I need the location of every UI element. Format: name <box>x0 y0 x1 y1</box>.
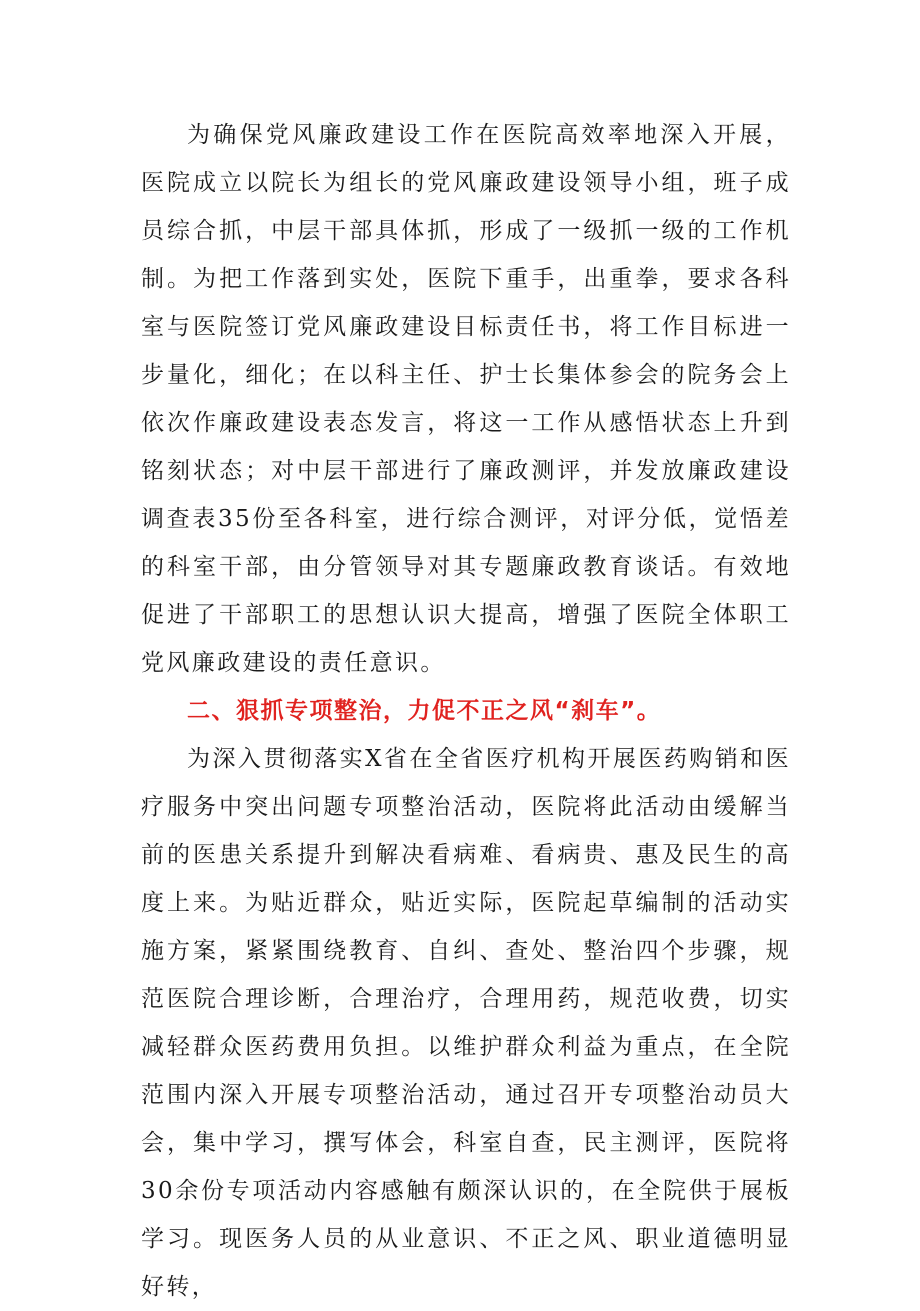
section-heading-special-rectification: 二、狠抓专项整治，力促不正之风“刹车”。 <box>187 698 662 724</box>
paragraph-leadership-group: 为确保党风廉政建设工作在医院高效率地深入开展，医院成立以院长为组长的党风廉政建设领导小组，班子成员综合抓，中层干部具体抓，形成了一级抓一级的工作机制。为把工作落到实处，医院下重手，出重拳，要求各科室与医院签订党风廉政建设目标责任书，将工作目标进一步量化，细化；在以科主任、护士长集体参会的院务会上依次作廉政建设表态发言，将这一工作从感悟状态上升到铭刻状态；对中层干部进行了廉政测评，并发放廉政建设调查表35份至各科室，进行综合测评，对评分低，觉悟差的科室干部，由分管领导对其专题廉政教育谈话。有效地促进了干部职工的思想认识大提高，增强了医院全体职工党风廉政建设的责任意识。 <box>141 122 791 676</box>
document-body <box>141 111 791 1311</box>
paragraph-special-rectification: 为深入贯彻落实X省在全省医疗机构开展医药购销和医疗服务中突出问题专项整治活动，医院将此活动由缓解当前的医患关系提升到解决看病难、看病贵、惠及民生的高度上来。为贴近群众，贴近实际，医院起草编制的活动实施方案，紧紧围绕教育、自纠、查处、整治四个步骤，规范医院合理诊断，合理治疗，合理用药，规范收费，切实减轻群众医药费用负担。以维护群众利益为重点，在全院范围内深入开展专项整治活动，通过召开专项整治动员大会，集中学习，撰写体会，科室自查，民主测评，医院将30余份专项活动内容感触有颇深认识的，在全院供于展板学习。现医务人员的从业意识、不正之风、职业道德明显好转， <box>141 746 791 1300</box>
